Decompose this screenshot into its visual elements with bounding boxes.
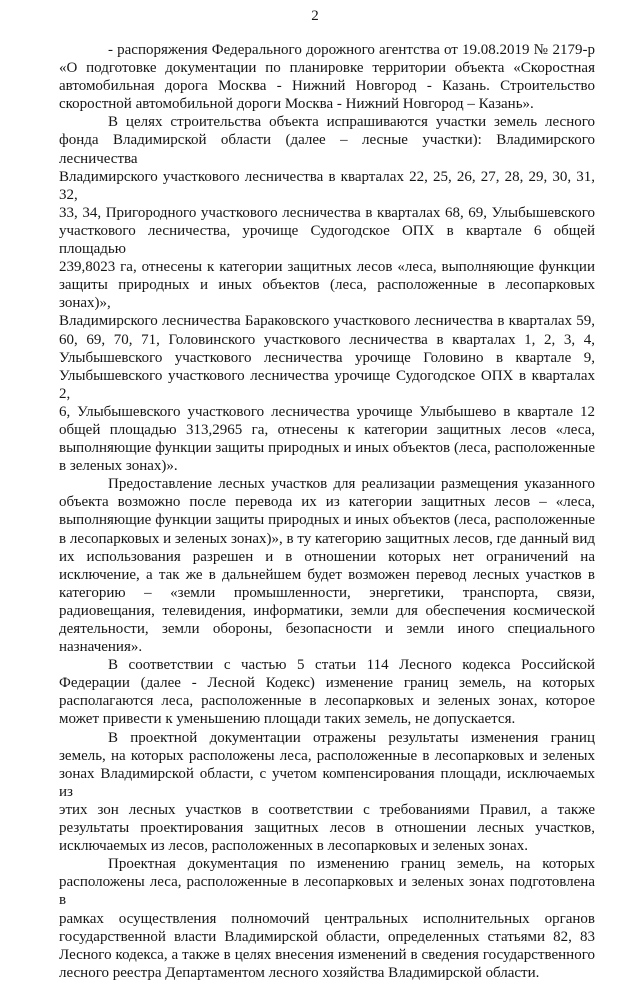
paragraph-5-line: этих зон лесных участков в соответствии с требованиями Правил, а также [59,801,595,818]
paragraph-6-line: государственной власти Владимирской области, определенных статьями 82, 83 [59,928,595,945]
paragraph-3-line: Предоставление лесных участков для реализации размещения указанного [108,476,595,493]
paragraph-6-line: Лесного кодекса, а также в целях внесения изменений в сведения государственного [59,946,595,963]
paragraph-2-line: Владимирского лесничества Бараковского участкового лесничества в кварталах 59, [59,313,595,330]
paragraph-4-line: может привести к уменьшению площади таких земель, не допускается. [59,711,516,728]
paragraph-2-line: в зеленых зонах)». [59,458,178,475]
paragraph-3-line: объекта возможно после перевода их из категории защитных лесов – «леса, [59,494,595,511]
paragraph-6-line: Проектная документация по изменению границ земель, на которых [108,856,595,873]
paragraph-2-line: Владимирского участкового лесничества в кварталах 22, 25, 26, 27, 28, 29, 30, 31, 32, [59,168,595,203]
paragraph-3-line: назначения». [59,639,143,656]
paragraph-3-line: выполняющие функции защиты природных и иных объектов (леса, расположенные [59,512,595,529]
paragraph-3-line: радиовещания, телевидения, информатики, земли для обеспечения космической [59,602,595,619]
paragraph-2-line: фонда Владимирской области (далее – лесные участки): Владимирского лесничества [59,132,595,167]
paragraph-3-line: в лесопарковых и зеленых зонах)», в ту категорию защитных лесов, где данный вид [59,530,595,547]
paragraph-2-line: В целях строительства объекта испрашиваются участки земель лесного [108,114,595,131]
paragraph-4-line: Федерации (далее - Лесной Кодекс) изменение границ земель, на которых [59,675,595,692]
paragraph-4-line: располагаются леса, расположенные в лесопарковых и зеленых зонах, которое [59,693,595,710]
paragraph-3-line: их использования разрешен и в отношении которых нет ограничений на [59,548,595,565]
paragraph-2-line: защиты природных и иных объектов (леса, расположенные в лесопарковых зонах)», [59,277,595,312]
paragraph-3-line: категорию – «земли промышленности, энергетики, транспорта, связи, [59,584,595,601]
paragraph-5-line: результаты проектирования защитных лесов в отношении лесных участков, [59,820,595,837]
paragraph-4-line: В соответствии с частью 5 статьи 114 Лесного кодекса Российской [108,657,595,674]
paragraph-1-line: «О подготовке документации по планировке территории объекта «Скоростная [59,60,595,77]
paragraph-1-line: автомобильная дорога Москва - Нижний Новгород - Казань. Строительство [59,78,595,95]
paragraph-2-line: 239,8023 га, отнесены к категории защитных лесов «леса, выполняющие функции [59,259,595,276]
paragraph-6-line: рамках осуществления полномочий центральных исполнительных органов [59,910,595,927]
paragraph-2-line: 6, Улыбышевского участкового лесничества урочище Улыбышево в квартале 12 [59,403,595,420]
paragraph-5-line: исключаемых из лесов, расположенных в лесопарковых и зеленых зонах. [59,838,528,855]
paragraph-2-line: общей площадью 313,2965 га, отнесены к категории защитных лесов «леса, [59,421,595,438]
paragraph-6-line: лесного реестра Департаментом лесного хозяйства Владимирской области. [59,964,540,981]
page-number: 2 [311,8,319,24]
paragraph-6-line: расположены леса, расположенные в лесопарковых и зеленых зонах подготовлена в [59,874,595,909]
paragraph-5-line: земель, на которых расположены леса, расположенные в лесопарковых и зеленых [59,747,595,764]
document-body [59,41,595,982]
paragraph-5-line: В проектной документации отражены результаты изменения границ [108,729,595,746]
paragraph-2-line: Улыбышевского участкового лесничества урочище Судогодское ОПХ в кварталах 2, [59,367,595,402]
paragraph-2-line: Улыбышевского участкового лесничества урочище Головино в квартале 9, [59,349,595,366]
paragraph-2-line: 33, 34, Пригородного участкового лесничества в кварталах 68, 69, Улыбышевского [59,204,595,221]
paragraph-1-line: - распоряжения Федерального дорожного агентства от 19.08.2019 № 2179-р [108,42,595,58]
paragraph-2-line: участкового лесничества, урочище Судогодское ОПХ в квартале 6 общей площадью [59,222,595,258]
paragraph-1-line: скоростной автомобильной дороги Москва - Нижний Новгород – Казань». [59,96,534,113]
paragraph-3-line: исключение, а так же в дальнейшем будет возможен перевод лесных участков в [59,566,595,583]
paragraph-2-line: 60, 69, 70, 71, Головинского участкового лесничества в кварталах 1, 2, 3, 4, [59,331,595,348]
paragraph-3-line: деятельности, земли обороны, безопасности и земли иного специального [59,621,595,637]
paragraph-2-line: выполняющие функции защиты природных и иных объектов (леса, расположенные [59,440,595,457]
paragraph-5-line: зонах Владимирской области, с учетом компенсирования площади, исключаемых из [59,765,595,800]
